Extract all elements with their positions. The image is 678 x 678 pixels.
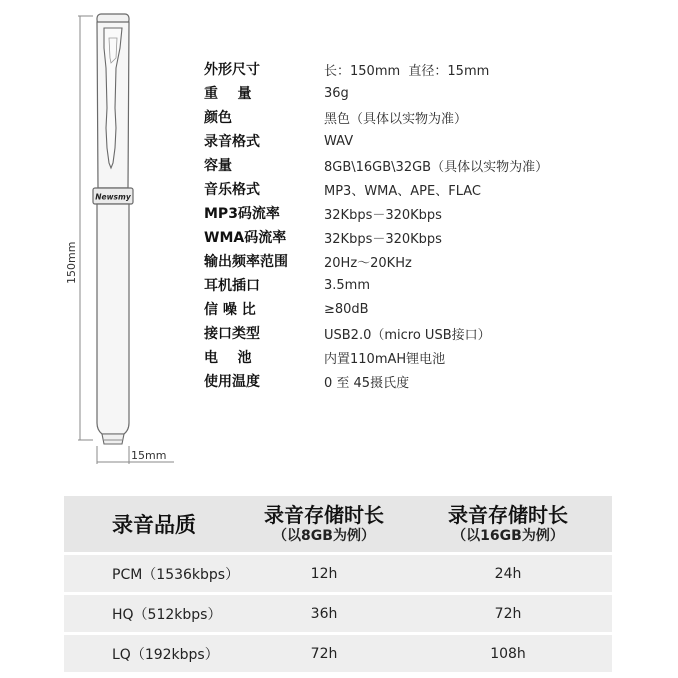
spec-value: 0 至 45摄氏度 [324, 375, 410, 391]
spec-row [204, 57, 674, 81]
spec-list [204, 57, 674, 393]
header-quality: 录音品质 [112, 513, 196, 537]
header-col-8gb-sub: （以8GB为例） [273, 528, 375, 544]
spec-label: 音乐格式 [204, 182, 260, 198]
spec-row [204, 321, 674, 345]
spec-row [204, 345, 674, 369]
table-row [64, 595, 612, 632]
spec-value: 3.5mm [324, 277, 371, 293]
pen-illustration [60, 8, 190, 470]
spec-row [204, 129, 674, 153]
spec-row [204, 81, 674, 105]
spec-row [204, 105, 674, 129]
cell-time-8gb: 36h [310, 605, 338, 622]
table-header [64, 496, 612, 552]
height-dimension [65, 16, 93, 440]
spec-row [204, 177, 674, 201]
spec-label: 电 池 [204, 350, 252, 366]
spec-value: 内置110mAH锂电池 [324, 351, 446, 367]
spec-value: MP3、WMA、APE、FLAC [324, 183, 481, 199]
cell-time-16gb: 72h [494, 605, 522, 622]
spec-value: 20Hz～20KHz [324, 255, 412, 271]
recording-time-table [64, 496, 612, 672]
spec-label: 外形尺寸 [204, 62, 260, 78]
cell-time-16gb: 108h [490, 645, 526, 662]
width-dimension-label: 15mm [131, 449, 167, 462]
spec-row [204, 201, 674, 225]
cell-quality: LQ（192kbps） [112, 646, 219, 663]
header-col-8gb-title: 录音存储时长 [264, 503, 384, 527]
table-row [64, 635, 612, 672]
spec-value: ≥80dB [324, 301, 369, 317]
table-row [64, 555, 612, 592]
header-col-16gb-title: 录音存储时长 [448, 503, 568, 527]
spec-row [204, 225, 674, 249]
spec-label: 信 噪 比 [204, 302, 256, 318]
spec-label: 耳机插口 [204, 278, 260, 294]
height-dimension-label: 150mm [65, 241, 78, 284]
spec-row [204, 297, 674, 321]
spec-row [204, 249, 674, 273]
spec-value: 长：150mm 直径：15mm [324, 63, 490, 79]
table-body [64, 555, 612, 672]
spec-label: MP3码流率 [204, 206, 280, 222]
spec-value: 36g [324, 85, 349, 101]
spec-value: 8GB\16GB\32GB（具体以实物为准） [324, 159, 549, 175]
spec-value: 黑色（具体以实物为准） [324, 111, 468, 127]
spec-row [204, 153, 674, 177]
width-dimension [97, 446, 174, 464]
header-col-16gb-sub: （以16GB为例） [452, 528, 564, 544]
spec-label: 使用温度 [204, 374, 260, 390]
cell-quality: HQ（512kbps） [112, 606, 222, 623]
header-col-8gb [244, 503, 404, 545]
spec-label: 录音格式 [204, 134, 260, 150]
cell-time-16gb: 24h [494, 565, 522, 582]
cell-quality: PCM（1536kbps） [112, 566, 240, 583]
spec-label: 容量 [204, 158, 232, 174]
spec-value: USB2.0（micro USB接口） [324, 327, 491, 343]
spec-label: 接口类型 [204, 326, 260, 342]
spec-label: WMA码流率 [204, 230, 287, 246]
spec-row [204, 369, 674, 393]
cell-time-8gb: 72h [310, 645, 338, 662]
brand-logo: Newsmy [95, 192, 131, 202]
spec-value: 32Kbps－320Kbps [324, 207, 442, 223]
spec-label: 输出频率范围 [204, 254, 288, 270]
spec-label: 重 量 [204, 86, 252, 102]
spec-value: WAV [324, 133, 354, 149]
spec-label: 颜色 [204, 110, 232, 126]
spec-value: 32Kbps－320Kbps [324, 231, 442, 247]
spec-row [204, 273, 674, 297]
cell-time-8gb: 12h [310, 565, 338, 582]
header-col-16gb [404, 503, 612, 545]
